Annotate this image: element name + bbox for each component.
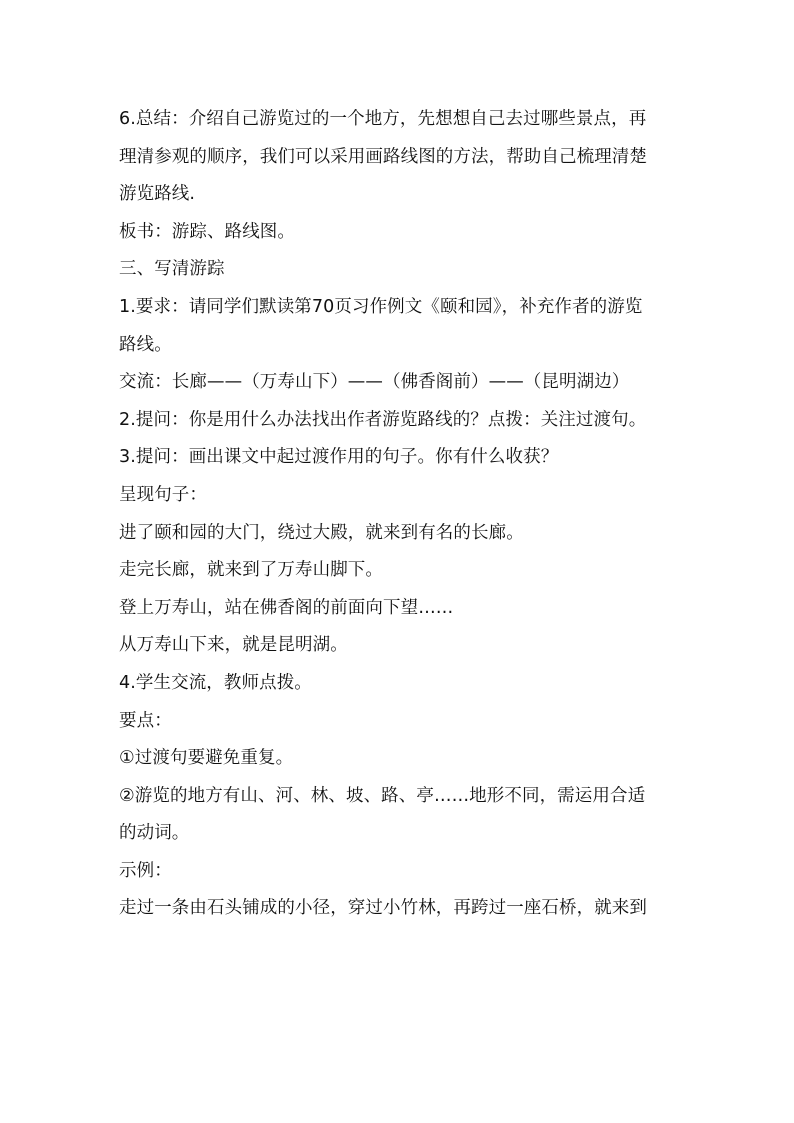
summary-line-2: 理清参观的顺序，我们可以采用画路线图的方法，帮助自己梳理清楚 xyxy=(119,146,647,167)
key-point-1: ①过渡句要避免重复。 xyxy=(119,748,294,769)
step-4: 4.学生交流，教师点拨。 xyxy=(119,672,312,693)
section-heading: 三、写清游踪 xyxy=(119,259,225,280)
key-point-2-line-2: 的动词。 xyxy=(119,823,190,844)
sentence-1: 进了颐和园的大门，绕过大殿，就来到有名的长廊。 xyxy=(119,522,524,543)
key-points-label: 要点： xyxy=(119,710,172,731)
sentence-2: 走完长廊，就来到了万寿山脚下。 xyxy=(119,560,383,581)
example-label: 示例： xyxy=(119,860,172,881)
requirement-line-1: 1.要求：请同学们默读第70页习作例文《颐和园》，补充作者的游览 xyxy=(119,296,643,317)
example-line-1: 走过一条由石头铺成的小径，穿过小竹林，再跨过一座石桥，就来到 xyxy=(119,898,647,919)
sentences-label: 呈现句子： xyxy=(119,484,207,505)
requirement-line-2: 路线。 xyxy=(119,334,172,355)
question-2: 2.提问：你是用什么办法找出作者游览路线的？点拨：关注过渡句。 xyxy=(119,409,647,430)
sentence-4: 从万寿山下来，就是昆明湖。 xyxy=(119,635,348,656)
exchange-route: 交流：长廊——（万寿山下）——（佛香阁前）——（昆明湖边） xyxy=(119,372,630,393)
summary-line-3: 游览路线. xyxy=(119,184,196,205)
sentence-3: 登上万寿山，站在佛香阁的前面向下望…… xyxy=(119,597,454,618)
document-body xyxy=(119,101,679,928)
key-point-2-line-1: ②游览的地方有山、河、林、坡、路、亭……地形不同，需运用合适 xyxy=(119,785,646,806)
board-notes: 板书：游踪、路线图。 xyxy=(119,221,295,242)
summary-line-1: 6.总结：介绍自己游览过的一个地方，先想想自己去过哪些景点，再 xyxy=(119,109,647,129)
question-3: 3.提问：画出课文中起过渡作用的句子。你有什么收获？ xyxy=(119,447,559,468)
